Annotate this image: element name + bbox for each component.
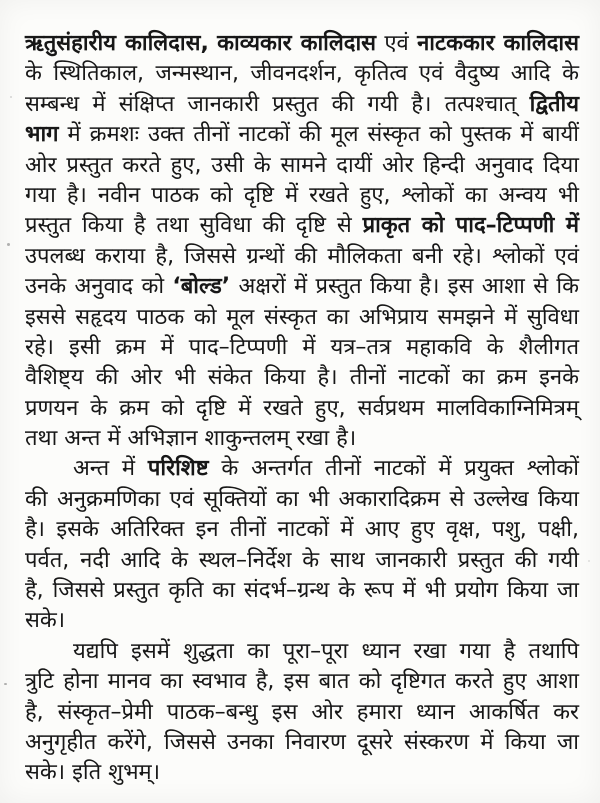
body-text: त्रुटि होना मानव का स्वभाव है, इस बात को दृष्टिगत करते हुए आशा bbox=[25, 669, 579, 695]
text-line bbox=[25, 454, 579, 484]
body-text bbox=[209, 31, 217, 56]
text-line bbox=[25, 424, 579, 454]
body-text: वैशिष्ट्य की ओर भी संकेत किया है। तीनों नाटकों का क्रम इनके bbox=[25, 365, 579, 391]
text-line bbox=[25, 546, 579, 576]
text-line bbox=[25, 120, 579, 150]
text-line bbox=[25, 181, 579, 211]
scan-artifact bbox=[10, 96, 12, 98]
body-text: गया है। नवीन पाठक को दृष्टि में रखते हुए, श्लोकों का अन्वय भी bbox=[25, 182, 579, 208]
body-text: सके। bbox=[25, 608, 66, 634]
body-text: प्रस्तुत किया है तथा सुविधा की दृष्टि से bbox=[25, 213, 363, 239]
bold-text: द्वितीय bbox=[529, 91, 579, 117]
scan-artifact bbox=[588, 560, 590, 562]
text-line bbox=[25, 637, 579, 667]
body-text: पर्वत, नदी आदि के स्थल–निर्देश के साथ जानकारी प्रस्तुत की गयी bbox=[25, 547, 579, 573]
body-text: प्रणयन के क्रम को दृष्टि में रखते हुए, सर्वप्रथम मालविकाग्निमित्रम् bbox=[25, 395, 579, 421]
scan-artifact bbox=[4, 683, 7, 685]
paragraph bbox=[25, 637, 579, 789]
text-line bbox=[25, 758, 579, 788]
paragraph bbox=[25, 454, 579, 636]
body-text: रहे। इसी क्रम में पाद–टिप्पणी में यत्र–तत्र महाकवि के शैलीगत bbox=[25, 334, 579, 360]
body-text: है। इसके अतिरिक्त इन तीनों नाटकों में आए हुए वृक्ष, पशु, पक्षी, bbox=[25, 517, 579, 543]
body-text: अक्षरों में प्रस्तुत किया है। इस आशा से कि bbox=[230, 274, 579, 300]
text-line bbox=[25, 394, 579, 424]
body-text: के अन्तर्गत तीनों नाटकों में प्रयुक्त श्लोकों bbox=[208, 456, 579, 482]
text-line bbox=[25, 90, 579, 120]
body-text: यद्यपि इसमें शुद्धता का पूरा–पूरा ध्यान रखा गया है तथापि bbox=[73, 638, 579, 664]
text-line bbox=[25, 606, 579, 636]
bold-text: ऋतुसंहारीय कालिदास, bbox=[25, 31, 209, 56]
text-line bbox=[25, 59, 579, 89]
paragraph bbox=[25, 29, 579, 454]
body-text: एवं bbox=[376, 31, 418, 56]
text-line bbox=[25, 151, 579, 181]
body-text: उपलब्ध कराया है, जिससे ग्रन्थों की मौलिकता बनी रहे। श्लोकों एवं bbox=[25, 243, 579, 269]
body-text: ओर प्रस्तुत करते हुए, उसी के सामने दायीं ओर हिन्दी अनुवाद दिया bbox=[25, 152, 579, 178]
body-text: सम्बन्ध में संक्षिप्त जानकारी प्रस्तुत की गयी है। तत्पश्चात् bbox=[25, 91, 530, 117]
bold-text: नाटककार कालिदास bbox=[417, 31, 579, 56]
text-line bbox=[25, 667, 579, 697]
bold-text: काव्यकार कालिदास bbox=[217, 31, 377, 56]
text-line bbox=[25, 515, 579, 545]
body-text: अन्त में bbox=[73, 456, 148, 482]
page-body bbox=[25, 29, 579, 789]
body-text: अनुगृहीत करेंगे, जिससे उनका निवारण दूसरे संस्करण में किया जा bbox=[25, 729, 579, 755]
text-line bbox=[25, 576, 579, 606]
text-line bbox=[25, 272, 579, 302]
bold-text: परिशिष्ट bbox=[147, 456, 209, 482]
body-text: इससे सहृदय पाठक को मूल संस्कृत का अभिप्राय समझने में सुविधा bbox=[25, 304, 579, 330]
body-text: के स्थितिकाल, जन्मस्थान, जीवनदर्शन, कृतित्व एवं वैदुष्य आदि के bbox=[25, 61, 579, 87]
text-line bbox=[25, 363, 579, 393]
text-line bbox=[25, 211, 579, 241]
scan-artifact bbox=[7, 243, 10, 246]
body-text: उनके अनुवाद को bbox=[25, 274, 173, 300]
text-line bbox=[25, 728, 579, 758]
text-line bbox=[25, 485, 579, 515]
bold-text: प्राकृत को पाद–टिप्पणी में bbox=[362, 213, 579, 239]
body-text: तथा अन्त में अभिज्ञान शाकुन्तलम् रखा है। bbox=[25, 426, 357, 452]
text-line bbox=[25, 29, 579, 59]
body-text: में क्रमशः उक्त तीनों नाटकों की मूल संस्कृत को पुस्तक में बायीं bbox=[58, 122, 579, 148]
text-line bbox=[25, 303, 579, 333]
body-text: सके। इति शुभम्। bbox=[25, 760, 161, 786]
bold-text: ‘बोल्ड’ bbox=[172, 274, 231, 300]
bold-text: भाग bbox=[25, 122, 59, 148]
text-line bbox=[25, 242, 579, 272]
text-line bbox=[25, 333, 579, 363]
body-text: की अनुक्रमणिका एवं सूक्तियों का भी अकारादिक्रम से उल्लेख किया bbox=[25, 486, 579, 512]
body-text: है, जिससे प्रस्तुत कृति का संदर्भ–ग्रन्थ के रूप में भी प्रयोग किया जा bbox=[25, 578, 579, 604]
text-line bbox=[25, 698, 579, 728]
body-text: है, संस्कृत–प्रेमी पाठक–बन्धु इस ओर हमारा ध्यान आकर्षित कर bbox=[25, 699, 579, 725]
